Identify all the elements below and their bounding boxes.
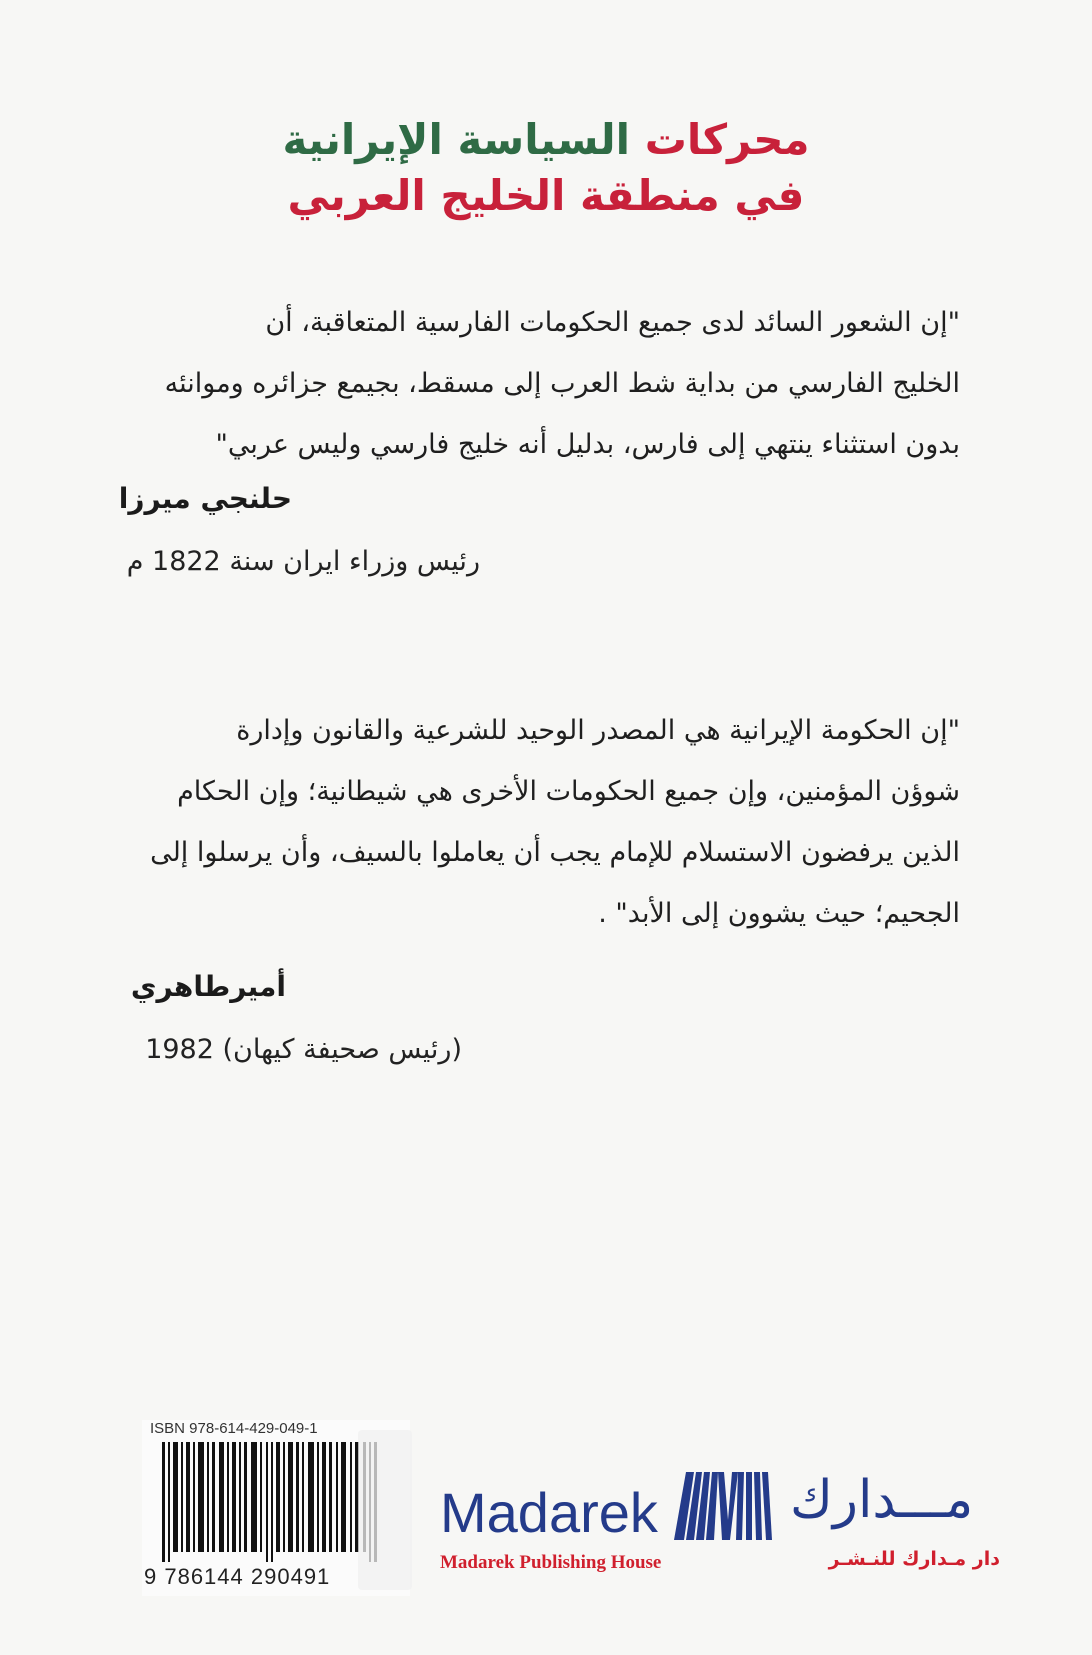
- barcode: [142, 1420, 410, 1596]
- title-line-1: [0, 112, 1092, 168]
- quote-2-line: الجحيم؛ حيث يشوون إلى الأبد" .: [598, 898, 960, 929]
- publisher-house-arabic: دار مـدارك للنـشـر: [828, 1548, 1000, 1570]
- quote-1-line: الخليج الفارسي من بداية شط العرب إلى مسقط، بجيمع جزائره وموانئه: [164, 368, 960, 399]
- isbn-label: ISBN 978-614-429-049-1: [150, 1420, 318, 1437]
- publisher-books-logo-icon: [672, 1464, 776, 1542]
- quote-1-line: "إن الشعور السائد لدى جميع الحكومات الفارسية المتعاقبة، أن: [265, 307, 960, 338]
- quote-1-line: بدون استثناء ينتهي إلى فارس، بدليل أنه خليج فارسي وليس عربي": [215, 429, 960, 460]
- barcode-digits: 9 786144 290491: [144, 1564, 331, 1589]
- price-sticker: [358, 1430, 412, 1590]
- quote-1-author: حلنجي ميرزا: [118, 482, 292, 515]
- title-line-2: في منطقة الخليج العربي: [287, 171, 805, 220]
- publisher-house-latin: Madarek Publishing House: [440, 1552, 662, 1573]
- quote-2-line: شوؤن المؤمنين، وإن جميع الحكومات الأخرى هي شيطانية؛ وإن الحكام: [177, 776, 960, 807]
- quote-2-line: الذين يرفضون الاستسلام للإمام يجب أن يعاملوا بالسيف، وأن يرسلوا إلى: [150, 837, 960, 868]
- quote-1-author-role: رئيس وزراء ايران سنة 1822 م: [126, 546, 480, 577]
- title-word-red: محركات: [644, 115, 810, 164]
- quote-2-author: أميرطاهري: [130, 970, 286, 1003]
- publisher-logo-latin: Madarek: [440, 1481, 658, 1544]
- title-block: [0, 112, 1092, 224]
- quote-1: [100, 292, 960, 475]
- title-words-green: السياسة الإيرانية: [282, 115, 631, 164]
- quote-2-author-role: (رئيس صحيفة كيهان) 1982: [145, 1034, 462, 1065]
- quote-2: [100, 700, 960, 944]
- publisher-logo-arabic: مـــدارك: [790, 1470, 974, 1530]
- quote-2-line: "إن الحكومة الإيرانية هي المصدر الوحيد للشرعية والقانون وإدارة: [236, 715, 960, 746]
